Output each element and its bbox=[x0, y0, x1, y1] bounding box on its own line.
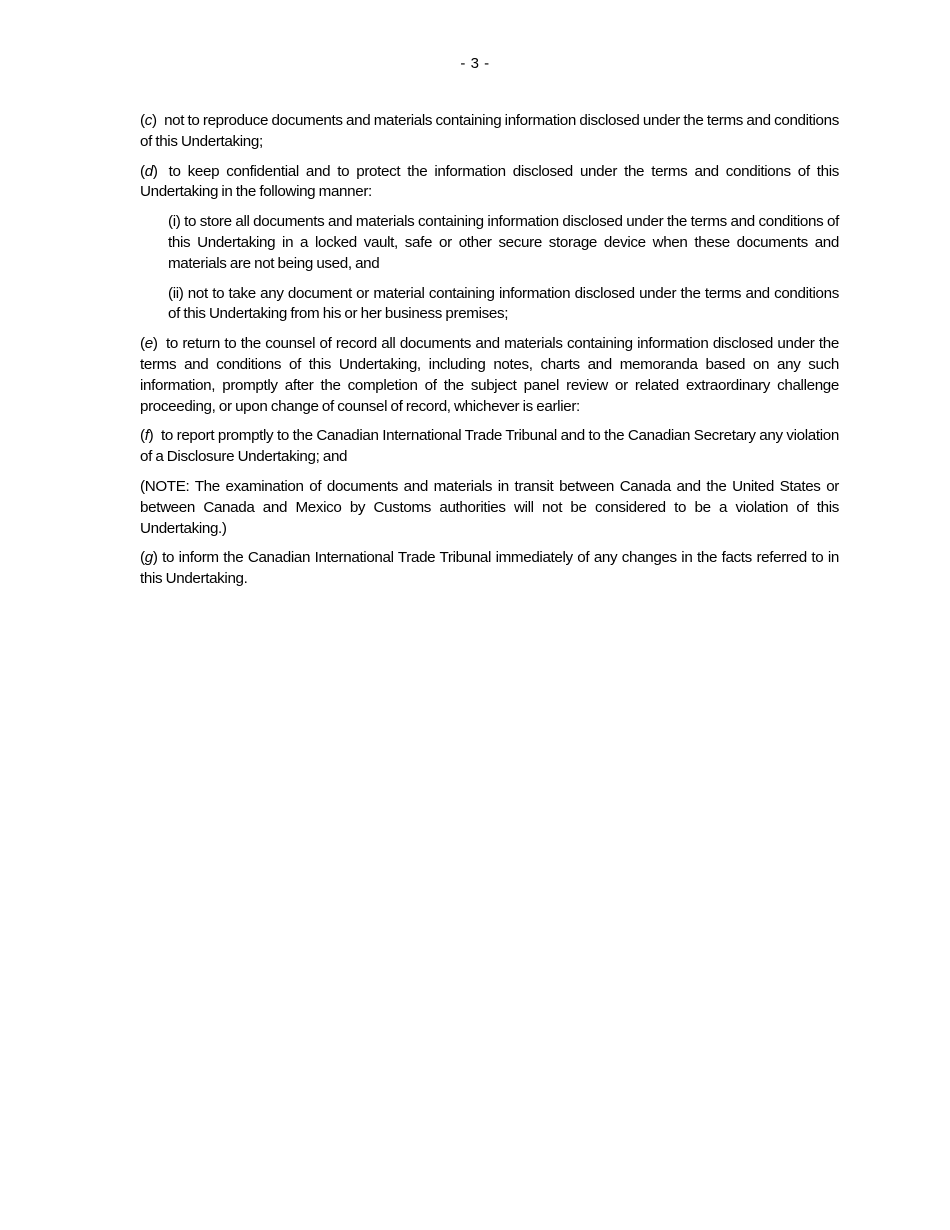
paragraph-text: not to reproduce documents and materials containing information disclosed under the terms and conditions of this Undertaking; bbox=[140, 112, 839, 150]
paragraph-text: to report promptly to the Canadian International Trade Tribunal and to the Canadian Secretary any violation of a Disclosure Undertaking; and bbox=[140, 427, 839, 466]
paragraph-text: to keep confidential and to protect the information disclosed under the terms and conditions of this Undertaking in the following manner: bbox=[140, 162, 839, 201]
paragraph-close-paren: ) bbox=[152, 549, 158, 567]
paragraph-e bbox=[140, 334, 839, 417]
paragraph-open-paren: ( bbox=[140, 112, 145, 129]
paragraph-open-paren: ( bbox=[140, 427, 145, 445]
paragraph-open-paren: ( bbox=[140, 335, 145, 353]
document-body bbox=[140, 111, 839, 599]
paragraph-close-paren: ) bbox=[148, 427, 154, 445]
page-number: - 3 - bbox=[460, 55, 490, 72]
paragraph-label: d bbox=[144, 162, 153, 180]
paragraph-text: to return to the counsel of record all documents and materials containing information disclosed under the terms and conditions of this Undertaking, including notes, charts and memoranda based on any such information, promptly after the completion of the subject panel review or related extraordinary challenge proceeding, or upon change of counsel of record, whichever is earlier: bbox=[140, 335, 839, 415]
subparagraph-d-i: (i) to store all documents and materials containing information disclosed under the terms and conditions of this Undertaking in a locked vault, safe or other secure storage device when these documents and materials are not being used, and bbox=[168, 213, 839, 272]
paragraph-close-paren: ) bbox=[152, 162, 158, 180]
paragraph-close-paren: ) bbox=[152, 335, 158, 353]
paragraph-g bbox=[140, 548, 839, 590]
subparagraph-d-ii: (ii) not to take any document or material containing information disclosed under the terms and conditions of this Undertaking from his or her business premises; bbox=[168, 284, 839, 323]
paragraph-label: c bbox=[144, 112, 152, 129]
paragraph-d bbox=[140, 162, 839, 204]
paragraph-c bbox=[140, 111, 839, 153]
paragraph-open-paren: ( bbox=[140, 549, 145, 567]
paragraph-open-paren: ( bbox=[140, 162, 145, 180]
paragraph-label: f bbox=[144, 427, 149, 445]
paragraph-text: to inform the Canadian International Trade Tribunal immediately of any changes in the facts referred to in this Undertaking. bbox=[140, 549, 839, 588]
paragraph-f bbox=[140, 426, 839, 468]
paragraph-close-paren: ) bbox=[151, 112, 157, 129]
paragraph-label: g bbox=[144, 549, 153, 567]
paragraph-note: (NOTE: The examination of documents and materials in transit between Canada and the United States or between Canada and Mexico by Customs authorities will not be considered to be a violation of this Undertaking.) bbox=[140, 477, 839, 537]
paragraph-label: e bbox=[144, 335, 153, 353]
